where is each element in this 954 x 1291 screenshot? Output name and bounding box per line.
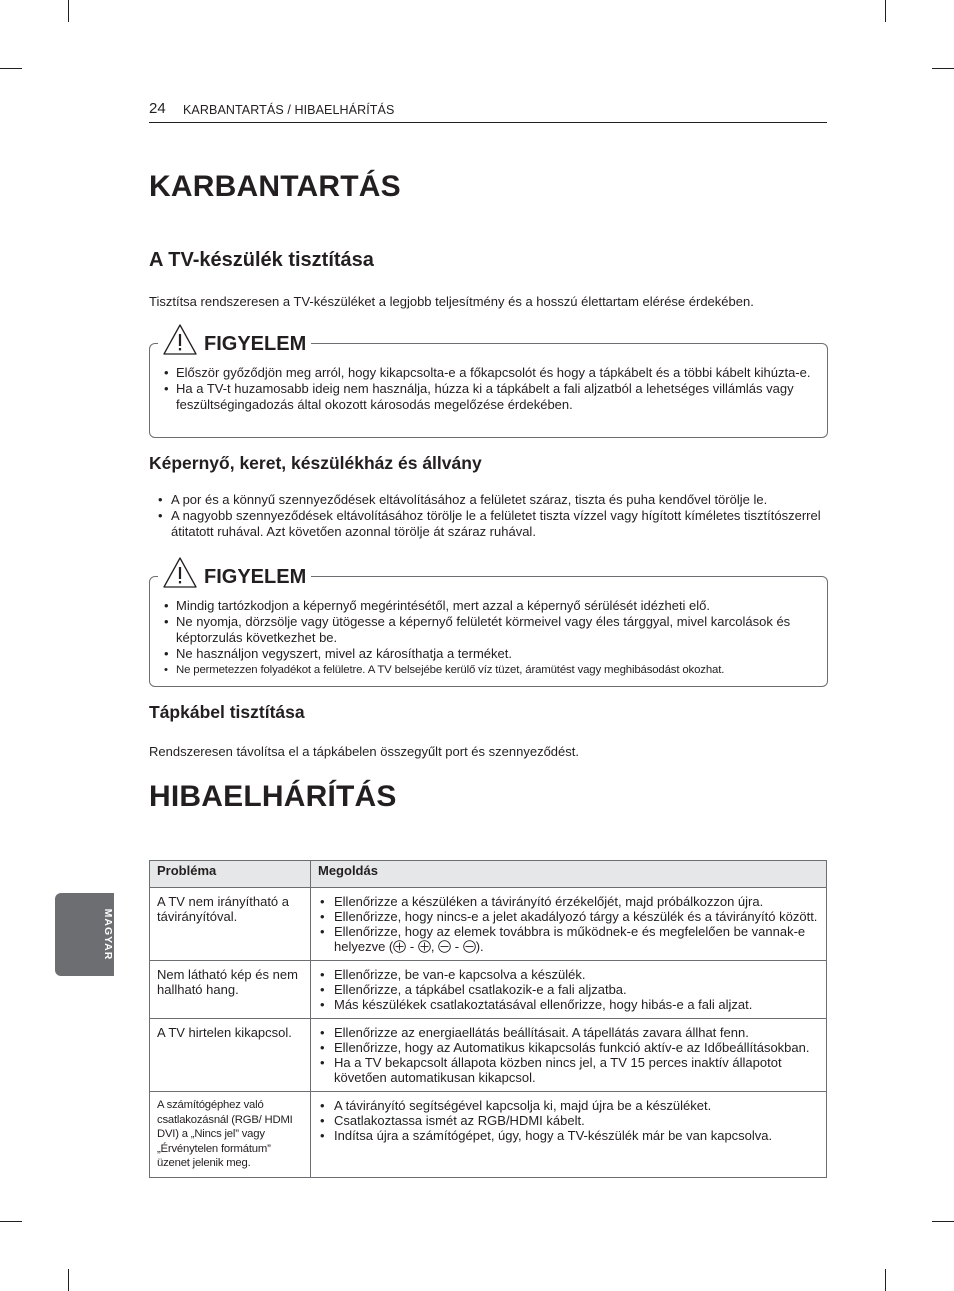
list-item bbox=[318, 924, 819, 954]
troubleshooting-title: HIBAELHÁRÍTÁS bbox=[149, 780, 397, 813]
table-row bbox=[150, 888, 827, 961]
problem-cell: Nem látható kép és nem hallható hang. bbox=[150, 961, 311, 1019]
crop-mark bbox=[885, 0, 886, 22]
list-item: • A nagyobb szennyeződések eltávolításához törölje le a felületet tiszta vízzel vagy hígított kíméletes tisztítószerrel átitatott ruhával. Azt követően azonnal törölje át száraz ruhával. bbox=[149, 508, 829, 540]
list-item: • Ne használjon vegyszert, mivel az károsíthatja a terméket. bbox=[162, 646, 817, 662]
solution-list bbox=[318, 1025, 819, 1085]
crop-mark bbox=[68, 0, 69, 22]
cable-title: Tápkábel tisztítása bbox=[149, 702, 305, 722]
column-header-problem: Probléma bbox=[150, 861, 311, 888]
solution-text: Ellenőrizze, hogy az elemek továbbra is működnek-e és megfelelően be vannak-e helyezve ( bbox=[334, 924, 806, 954]
caution-box bbox=[149, 333, 828, 438]
list-item: • Mindig tartózkodjon a képernyő megérintésétől, mert azzal a képernyő sérülését idézheti elő. bbox=[162, 598, 817, 614]
table-row bbox=[150, 961, 827, 1019]
cleaning-title: A TV-készülék tisztítása bbox=[149, 249, 374, 271]
solution-cell bbox=[311, 1092, 827, 1178]
crop-mark bbox=[932, 68, 954, 69]
list-item: • Ha a TV bekapcsolt állapota közben nincs jel, a TV 15 perces inaktív állapotot követően automatikusan kikapcsol. bbox=[318, 1055, 819, 1085]
polarity-separator: ). bbox=[475, 939, 484, 954]
running-head: KARBANTARTÁS / HIBAELHÁRÍTÁS bbox=[183, 103, 395, 117]
troubleshooting-table bbox=[149, 860, 827, 1178]
list-item: • Ellenőrizze a készüléken a távirányító érzékelőjét, majd próbálkozzon újra. bbox=[318, 894, 819, 909]
solution-cell bbox=[311, 1019, 827, 1092]
page-header bbox=[149, 100, 827, 123]
crop-mark bbox=[932, 1221, 954, 1222]
screen-title: Képernyő, keret, készülékház és állvány bbox=[149, 453, 482, 473]
warning-triangle-icon bbox=[162, 556, 198, 589]
circled-minus-icon bbox=[463, 940, 476, 953]
list-item: • Ellenőrizze, be van-e kapcsolva a készülék. bbox=[318, 967, 819, 982]
polarity-separator: - bbox=[409, 939, 415, 954]
maintenance-title: KARBANTARTÁS bbox=[149, 170, 401, 203]
caution-header bbox=[158, 553, 311, 589]
list-item: • Más készülékek csatlakoztatásával ellenőrizze, hogy hibás-e a fali aljzat. bbox=[318, 997, 819, 1012]
caution-title: FIGYELEM bbox=[204, 566, 307, 588]
circled-plus-icon bbox=[393, 940, 406, 953]
table-header-row bbox=[150, 861, 827, 888]
problem-cell: A TV hirtelen kikapcsol. bbox=[150, 1019, 311, 1092]
circled-minus-icon bbox=[438, 940, 451, 953]
language-label: MAGYAR bbox=[102, 908, 114, 961]
crop-mark bbox=[885, 1269, 886, 1291]
table-row bbox=[150, 1092, 827, 1178]
caution-title: FIGYELEM bbox=[204, 333, 307, 355]
polarity-separator: , bbox=[430, 939, 435, 954]
language-side-tab bbox=[55, 893, 114, 976]
cable-text: Rendszeresen távolítsa el a tápkábelen összegyűlt port és szennyeződést. bbox=[149, 744, 579, 759]
list-item: • Ne nyomja, dörzsölje vagy ütögesse a képernyő felületét körmeivel vagy éles tárggyal, mivel karcolások és képtorzulás következhet be. bbox=[162, 614, 817, 646]
solution-list bbox=[318, 894, 819, 954]
column-header-solution: Megoldás bbox=[311, 861, 827, 888]
caution-box bbox=[149, 566, 828, 687]
list-item: • Indítsa újra a számítógépet, úgy, hogy a TV-készülék már be van kapcsolva. bbox=[318, 1128, 819, 1143]
crop-mark bbox=[68, 1269, 69, 1291]
crop-mark bbox=[0, 1221, 22, 1222]
caution-list bbox=[162, 598, 817, 678]
cleaning-intro: Tisztítsa rendszeresen a TV-készüléket a legjobb teljesítmény és a hosszú élettartam elérése érdekében. bbox=[149, 294, 754, 309]
list-item: • Ha a TV-t huzamosabb ideig nem használja, húzza ki a tápkábelt a fali aljzatból a lehetséges villámlás vagy feszültségingadozás által okozott károsodás megelőzése érdekében. bbox=[162, 381, 817, 413]
solution-cell bbox=[311, 888, 827, 961]
solution-list bbox=[318, 1098, 819, 1143]
list-item: • Ellenőrizze, hogy nincs-e a jelet akadályozó tárgy a készülék és a távirányító között. bbox=[318, 909, 819, 924]
warning-triangle-icon bbox=[162, 323, 198, 356]
polarity-separator: - bbox=[454, 939, 460, 954]
list-item: • Először győződjön meg arról, hogy kikapcsolta-e a főkapcsolót és hogy a tápkábelt és a többi kábelt kihúzta-e. bbox=[162, 365, 817, 381]
solution-cell bbox=[311, 961, 827, 1019]
table-row bbox=[150, 1019, 827, 1092]
problem-cell: A számítógéphez való csatlakozásnál (RGB/ HDMI DVI) a „Nincs jel” vagy „Érvénytelen formátum” üzenet jelenik meg. bbox=[150, 1092, 311, 1178]
solution-list bbox=[318, 967, 819, 1012]
list-item: • Ellenőrizze, a tápkábel csatlakozik-e a fali aljzatba. bbox=[318, 982, 819, 997]
crop-mark bbox=[0, 68, 22, 69]
caution-header bbox=[158, 320, 311, 356]
list-item: • Csatlakoztassa ismét az RGB/HDMI kábelt. bbox=[318, 1113, 819, 1128]
page-number: 24 bbox=[149, 100, 166, 117]
caution-list bbox=[162, 365, 817, 413]
circled-plus-icon bbox=[418, 940, 431, 953]
screen-list bbox=[149, 492, 829, 540]
list-item: • Ellenőrizze az energiaellátás beállításait. A tápellátás zavara állhat fenn. bbox=[318, 1025, 819, 1040]
list-item: • A por és a könnyű szennyeződések eltávolításához a felületet száraz, tiszta és puha kendővel törölje le. bbox=[149, 492, 829, 508]
list-item: • A távirányító segítségével kapcsolja ki, majd újra be a készüléket. bbox=[318, 1098, 819, 1113]
list-item: • Ellenőrizze, hogy az Automatikus kikapcsolás funkció aktív-e az Időbeállításokban. bbox=[318, 1040, 819, 1055]
problem-cell: A TV nem irányítható a távirányítóval. bbox=[150, 888, 311, 961]
list-item: • Ne permetezzen folyadékot a felületre. A TV belsejébe kerülő víz tüzet, áramütést vagy meghibásodást okozhat. bbox=[162, 662, 817, 678]
